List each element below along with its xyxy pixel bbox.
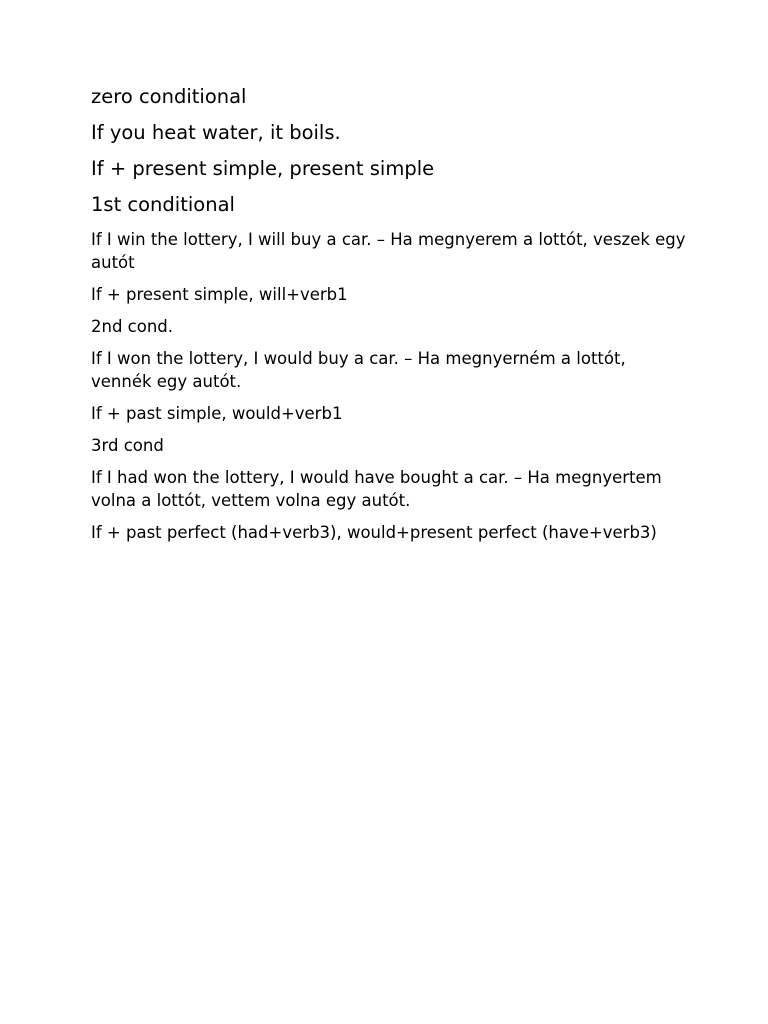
document-body bbox=[91, 84, 691, 553]
example-zero-conditional: If you heat water, it boils. bbox=[91, 121, 341, 144]
heading-second-conditional: 2nd cond. bbox=[91, 317, 174, 336]
example-third-conditional: If I had won the lottery, I would have bought a car. – Ha megnyertem volna a lottót, vettem volna egy autót. bbox=[91, 468, 662, 510]
example-first-conditional: If I win the lottery, I will buy a car. – Ha megnyerem a lottót, veszek egy autót bbox=[91, 230, 686, 272]
formula-zero-conditional: If + present simple, present simple bbox=[91, 157, 435, 180]
formula-third-conditional: If + past perfect (had+verb3), would+present perfect (have+verb3) bbox=[91, 523, 657, 542]
heading-zero-conditional: zero conditional bbox=[91, 85, 247, 108]
heading-third-conditional: 3rd cond bbox=[91, 436, 164, 455]
heading-first-conditional: 1st conditional bbox=[91, 193, 235, 216]
formula-second-conditional: If + past simple, would+verb1 bbox=[91, 404, 343, 423]
example-second-conditional: If I won the lottery, I would buy a car. – Ha megnyerném a lottót, vennék egy autót. bbox=[91, 349, 626, 391]
formula-first-conditional: If + present simple, will+verb1 bbox=[91, 285, 348, 304]
